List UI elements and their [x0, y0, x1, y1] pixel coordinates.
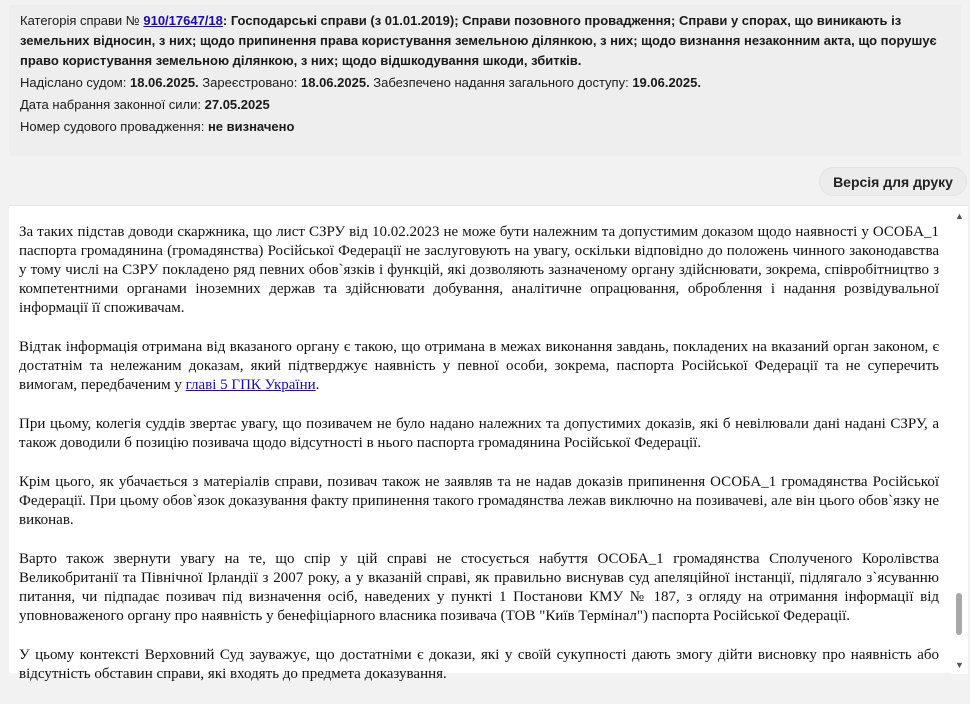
- paragraph: Крім цього, як убачається з матеріалів справи, позивач також не заявляв та не надав доказів припинення ОСОБА_1 громадянства Російської Федерації. При цьому обов`язок доказування факту припинення такого громадянства лежав виключно на позивачеві, але він цього обов`язку не виконав.: [19, 474, 939, 528]
- registered-label: Зареєстровано:: [198, 75, 301, 90]
- sent-date: 18.06.2025.: [129, 75, 199, 90]
- paragraph: [19, 338, 939, 395]
- effective-date-row: [20, 94, 951, 115]
- law-link[interactable]: главі 5 ГПК України: [185, 377, 316, 393]
- proceeding-label: Номер судового провадження:: [20, 119, 208, 134]
- case-number-link[interactable]: 910/17647/18: [143, 13, 223, 28]
- scroll-thumb[interactable]: [956, 593, 962, 635]
- paragraph: За таких підстав доводи скаржника, що лист СЗРУ від 10.02.2023 не може бути належним та допустимим доказом щодо наявності у ОСОБА_1 паспорта громадянина (громадянства) Російської Федерації не заслуговують на увагу, оскільки відповідно до положень чинного законодавства у тому числі на СЗРУ покладено ряд певних обов`язків і функцій, які дозволяють зазначеному органу здійснювати, зокрема, співробітництво з компетентними органами іноземних держав та здійснювати добування, аналітичне опрацювання, оброблення і надання розвідувальної інформації її споживачам.: [19, 224, 939, 316]
- scroll-down-icon[interactable]: ▼: [955, 660, 964, 670]
- sent-label: Надіслано судом:: [20, 75, 130, 90]
- paragraph-text: .: [315, 377, 320, 393]
- category-text: : Господарські справи (з 01.01.2019); Справи позовного провадження; Справи у спорах, що виникають із земельних відносин, з них; щодо припинення права користування земельною ділянкою, з них; щодо визнання незаконним акта, що порушує право користування земельною ділянкою, з них; щодо відшкодування шкоди, збитків.: [20, 13, 937, 68]
- category-label: Категорія справи №: [20, 13, 144, 28]
- paragraph: У цьому контексті Верховний Суд зауважує, що достатніми є докази, які у своїй сукупності дають змогу дійти висновку про наявність або відсутність обставин справи, які входять до предмета доказування.: [19, 647, 939, 682]
- document-viewer[interactable]: [9, 205, 968, 682]
- paragraph-text: Відтак інформація отримана від вказаного органу є такою, що отримана в межах виконання завдань, покладених на вказаний орган законом, є достатнім та нележаним доказам, який підтверджує наявність у певної особи, зокрема, паспорта Російської Федерації та не суперечить вимогам, передбаченим у: [19, 339, 939, 393]
- proceeding-value: не визначено: [207, 119, 295, 134]
- access-label: Забезпечено надання загального доступу:: [369, 75, 633, 90]
- registered-date: 18.06.2025.: [301, 75, 370, 90]
- paragraph: Варто також звернути увагу на те, що спір у цій справі не стосується набуття ОСОБА_1 громадянства Сполученого Королівства Великобританії та Північної Ірландії з 2007 року, а у вказаній справі, як правильно виснував суд апеляційної інстанції, підлягало з`ясуванню питання, чи підпадає позивач під визначення осіб, наведених у пункті 1 Постанови КМУ № 187, з огляду на отримання інформації від уповноваженого органу про наявність у бенефіціарного власника позивача (ТОВ "Київ Термінал") паспорта Російської Федерації.: [19, 551, 939, 624]
- dates-row: [20, 72, 951, 93]
- print-version-button[interactable]: Версія для друку: [819, 167, 967, 196]
- effective-label: Дата набрання законної сили:: [20, 97, 205, 112]
- paragraph: При цьому, колегія суддів звертає увагу, що позивачем не було надано належних та допустимих доказів, які б невілювали дані надані СЗРУ, а також доводили б позицію позивача щодо відсутності в нього паспорта громадянина Російської Федерації.: [19, 416, 939, 451]
- vertical-scrollbar[interactable]: [951, 206, 968, 674]
- access-date: 19.06.2025.: [632, 75, 701, 90]
- proceeding-row: [20, 116, 951, 137]
- case-info-panel: [9, 5, 961, 156]
- effective-date: 27.05.2025: [204, 97, 270, 112]
- document-text: [19, 223, 939, 704]
- scroll-up-icon[interactable]: ▲: [955, 211, 964, 221]
- case-category: [20, 11, 951, 71]
